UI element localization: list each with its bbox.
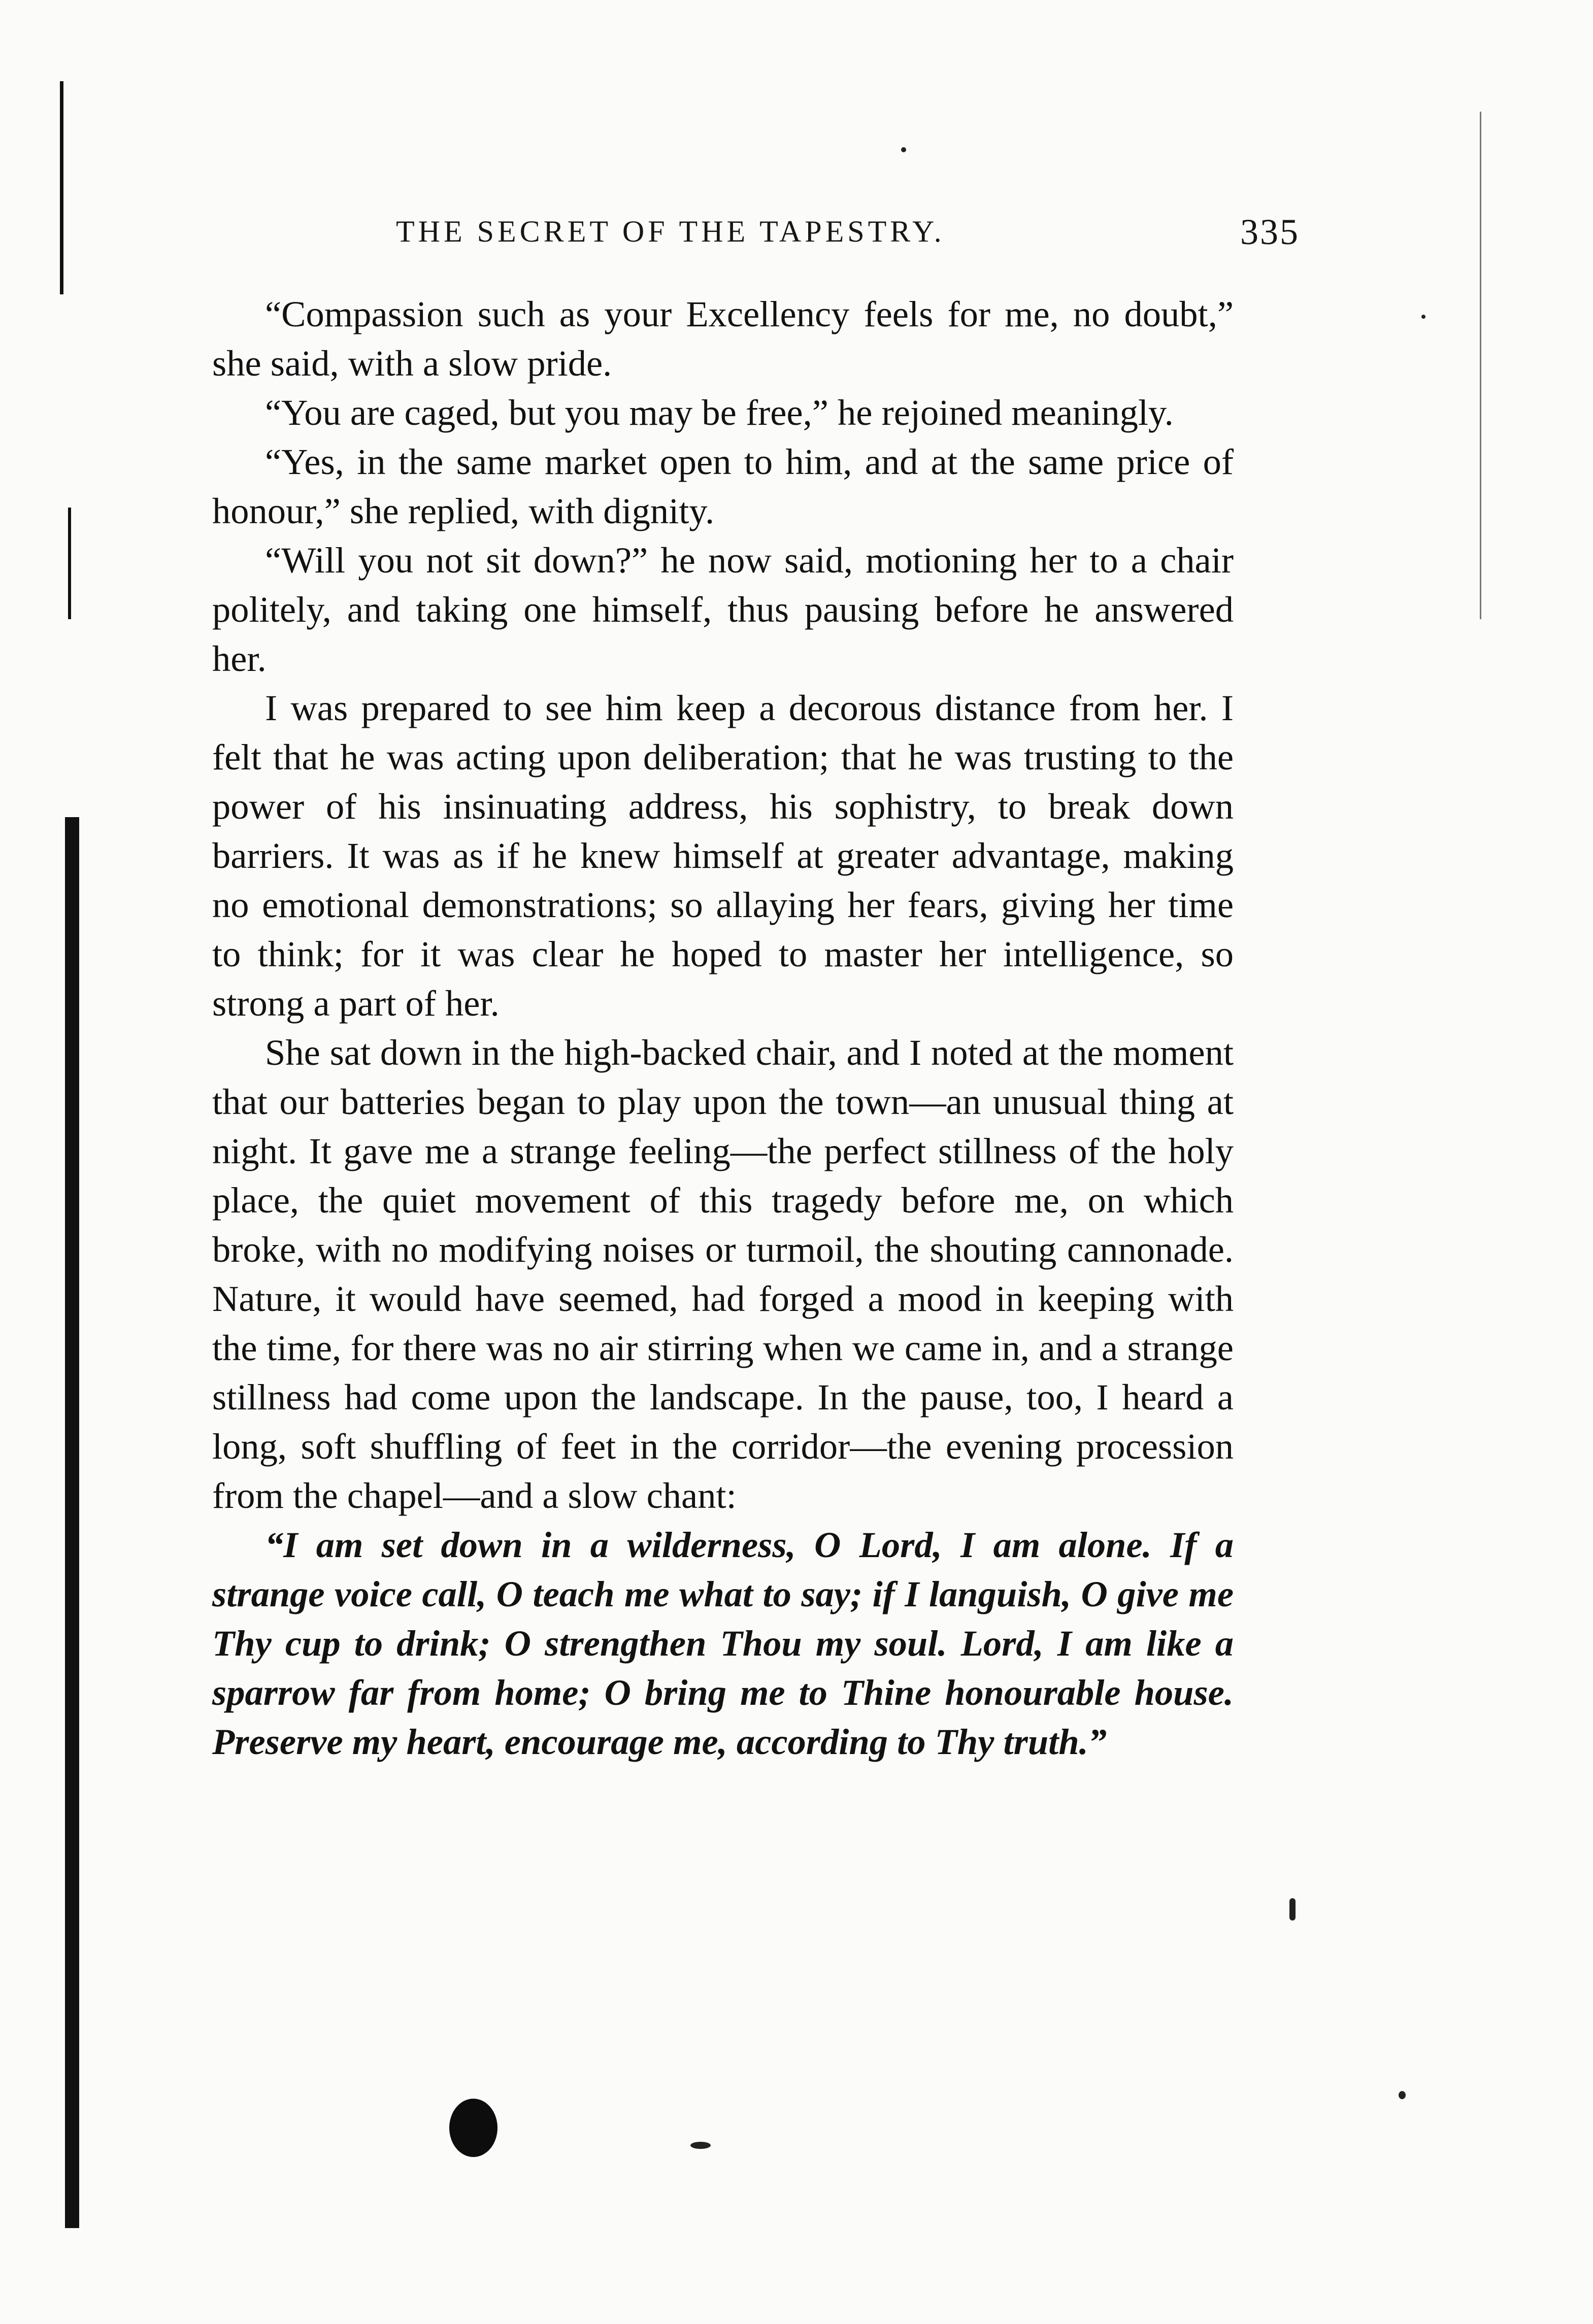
paragraph: “Compassion such as your Excellency feels for me, no doubt,” she said, with a slow pride.: [212, 293, 1234, 384]
chant-verse: “I am set down in a wilderness, O Lord, I am alone. If a strange voice call, O teach me what to say; if I languish, O give me Thy cup to drink; O strengthen Thou my soul. Lord, I am like a sparrow far from home; O bring me to Thine honourable house. Preserve my heart, encourage me, according to Thy truth.”: [212, 1524, 1234, 1762]
ink-blot: [449, 2099, 497, 2157]
scan-edge-mid-left: [68, 508, 71, 619]
paragraph: “Yes, in the same market open to him, and at the same price of honour,” she replied, with dignity.: [212, 441, 1234, 531]
page-number: 335: [1240, 212, 1300, 252]
page-body: [212, 289, 1234, 1766]
ink-speck: [1289, 1898, 1296, 1921]
ink-speck: [901, 147, 906, 152]
scan-edge-top-left: [60, 81, 63, 294]
paragraph: “Will you not sit down?” he now said, motioning her to a chair politely, and taking one himself, thus pausing before he answered her.: [212, 540, 1234, 679]
paragraph: I was prepared to see him keep a decorous distance from her. I felt that he was acting upon deliberation; that he was trusting to the power of his insinuating address, his sophistry, to break down barriers. It was as if he knew himself at greater advantage, making no emotional demonstrations; so allaying her fears, giving her time to think; for it was clear he hoped to master her intelligence, so strong a part of her.: [212, 687, 1234, 1024]
running-title: THE SECRET OF THE TAPESTRY.: [396, 215, 945, 248]
scan-edge-long-left: [65, 817, 79, 2228]
page-header: [396, 208, 1300, 264]
paragraph: She sat down in the high-backed chair, and I noted at the moment that our batteries began to play upon the town—an unusual thing at night. It gave me a strange feeling—the perfect stillness of the holy place, the quiet movement of this tragedy before me, on which broke, with no modifying noises or turmoil, the shouting cannonade. Nature, it would have seemed, had forged a mood in keeping with the time, for there was no air stirring when we came in, and a strange stillness had come upon the landscape. In the pause, too, I heard a long, soft shuffling of feet in the corridor—the evening procession from the chapel—and a slow chant:: [212, 1032, 1234, 1516]
ink-speck: [1399, 2091, 1406, 2099]
ink-speck: [690, 2142, 711, 2149]
paragraph: “You are caged, but you may be free,” he rejoined meaningly.: [265, 392, 1174, 433]
ink-speck: [1421, 315, 1425, 319]
scan-edge-right: [1480, 112, 1481, 619]
